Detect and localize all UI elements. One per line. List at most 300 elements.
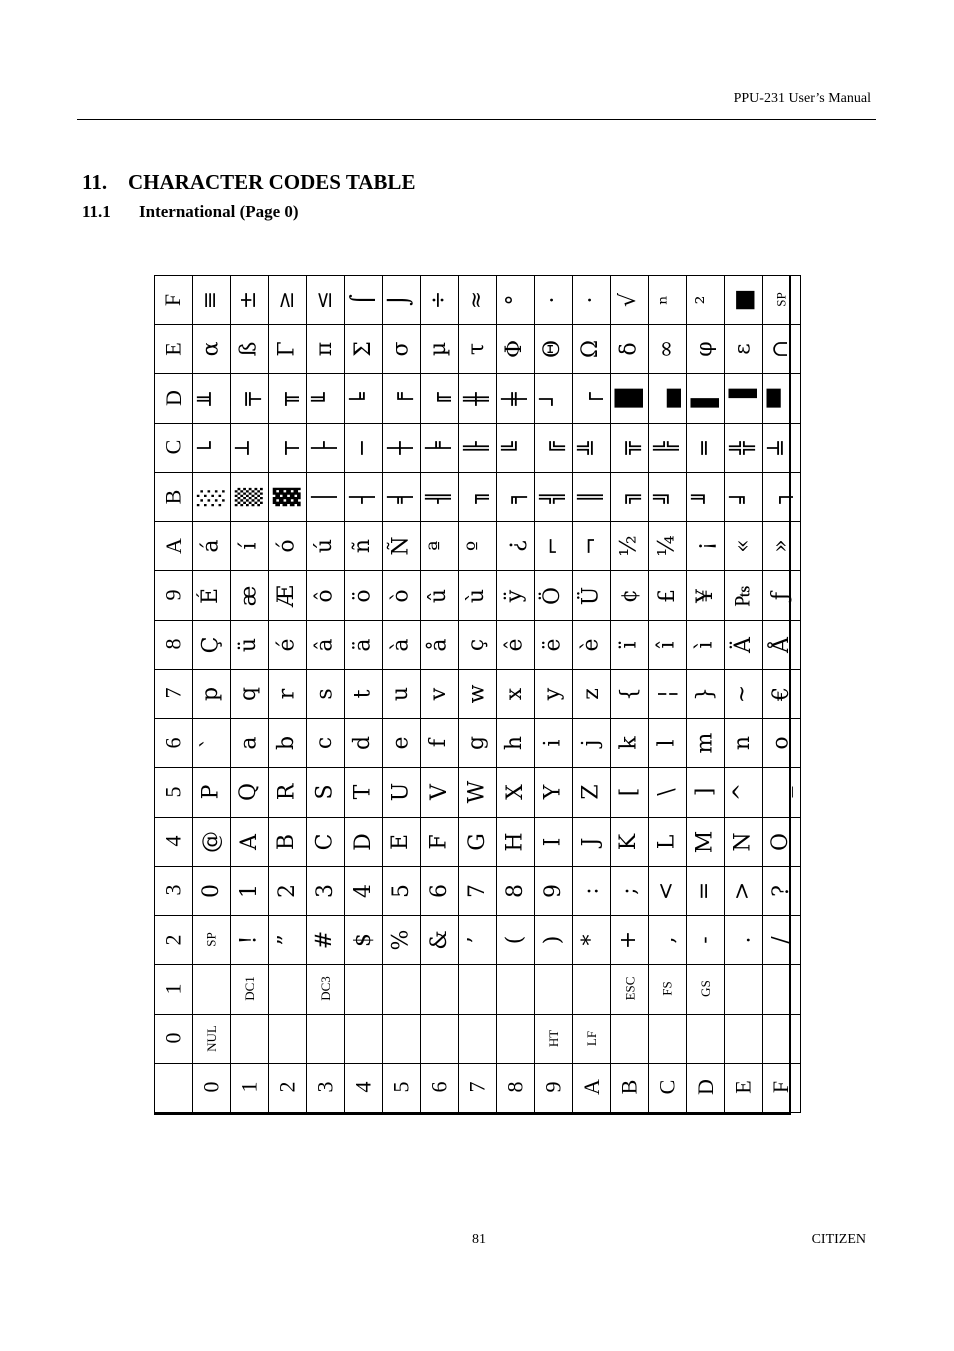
code-glyph: 1 xyxy=(236,883,262,898)
code-glyph: ñ xyxy=(350,539,376,554)
code-glyph: └ xyxy=(198,441,224,455)
code-cell xyxy=(687,276,725,325)
code-glyph: ▌ xyxy=(691,388,720,408)
code-glyph: · xyxy=(540,296,566,304)
code-glyph: ╥ xyxy=(274,391,300,406)
code-glyph: Σ xyxy=(350,341,376,358)
code-glyph: @ xyxy=(198,830,224,853)
code-glyph: p xyxy=(198,686,224,702)
code-cell xyxy=(193,472,231,521)
code-cell xyxy=(535,719,573,768)
code-cell xyxy=(193,669,231,718)
table-row xyxy=(155,1014,801,1063)
code-glyph: 2 xyxy=(274,883,300,898)
code-glyph: Ç xyxy=(198,636,224,654)
code-glyph: 8 xyxy=(502,883,528,898)
code-cell xyxy=(687,571,725,620)
code-cell xyxy=(231,620,269,669)
code-cell xyxy=(459,866,497,915)
code-cell xyxy=(421,817,459,866)
code-cell xyxy=(573,719,611,768)
code-glyph: ■ xyxy=(729,288,758,311)
code-glyph: : xyxy=(578,887,604,895)
code-cell xyxy=(307,374,345,423)
code-glyph: ├ xyxy=(312,441,338,455)
code-cell xyxy=(193,276,231,325)
table-row xyxy=(155,325,801,374)
code-glyph: ö xyxy=(350,588,376,603)
code-cell xyxy=(497,522,535,571)
code-cell xyxy=(345,817,383,866)
code-glyph: ₧ xyxy=(730,584,756,607)
code-glyph: r xyxy=(274,688,300,700)
code-glyph: L xyxy=(654,834,680,849)
code-glyph: } xyxy=(692,686,718,701)
code-glyph: ╝ xyxy=(654,490,680,504)
code-cell xyxy=(611,620,649,669)
table-row xyxy=(155,817,801,866)
code-cell xyxy=(421,669,459,718)
code-glyph: [ xyxy=(616,788,642,797)
code-cell xyxy=(383,325,421,374)
column-header-cell xyxy=(611,1063,649,1112)
code-cell xyxy=(231,768,269,817)
code-cell xyxy=(611,276,649,325)
code-glyph: ó xyxy=(274,539,300,553)
code-glyph: v xyxy=(426,687,452,701)
code-cell xyxy=(763,325,801,374)
code-glyph: ═ xyxy=(692,441,718,455)
code-cell xyxy=(383,620,421,669)
row-header-cell xyxy=(155,472,193,521)
code-glyph: √ xyxy=(616,293,642,308)
row-header-label: D xyxy=(160,390,186,407)
character-code-table xyxy=(154,275,796,1115)
code-cell xyxy=(725,522,763,571)
code-glyph: f xyxy=(426,739,452,748)
code-glyph: , xyxy=(654,936,680,944)
column-header-cell xyxy=(345,1063,383,1112)
row-header-cell xyxy=(155,276,193,325)
code-cell xyxy=(459,423,497,472)
code-glyph: GS xyxy=(698,980,713,998)
code-glyph: SP xyxy=(774,292,789,307)
code-cell xyxy=(687,374,725,423)
code-glyph: X xyxy=(502,784,528,801)
code-cell xyxy=(307,522,345,571)
code-glyph: a xyxy=(236,736,262,750)
code-glyph: δ xyxy=(616,342,642,356)
code-cell xyxy=(269,1014,307,1063)
code-glyph: k xyxy=(616,736,642,750)
code-glyph: ) xyxy=(540,935,566,945)
code-cell xyxy=(269,472,307,521)
code-glyph: â xyxy=(312,638,338,652)
code-cell xyxy=(459,817,497,866)
code-glyph: Ω xyxy=(578,340,604,359)
code-cell xyxy=(763,1014,801,1063)
code-cell xyxy=(649,817,687,866)
subsection-title xyxy=(82,202,299,222)
code-cell xyxy=(649,916,687,965)
code-glyph: É xyxy=(198,587,224,604)
code-cell xyxy=(231,276,269,325)
code-cell xyxy=(573,916,611,965)
code-cell xyxy=(231,866,269,915)
code-glyph: ╫ xyxy=(464,391,490,406)
subsection-title-text: International (Page 0) xyxy=(139,202,299,221)
code-glyph: ╔ xyxy=(540,441,566,455)
page-number: 81 xyxy=(472,1232,486,1247)
code-glyph: A xyxy=(236,833,262,850)
code-glyph: Å xyxy=(768,636,794,653)
code-cell xyxy=(193,817,231,866)
code-glyph: € xyxy=(768,686,794,701)
code-cell xyxy=(687,866,725,915)
code-cell xyxy=(231,571,269,620)
row-header-label: 3 xyxy=(160,884,186,896)
code-cell xyxy=(573,325,611,374)
code-glyph: ≤ xyxy=(312,290,338,310)
code-glyph: τ xyxy=(464,343,490,356)
code-glyph: l xyxy=(654,739,680,747)
column-header-label: 9 xyxy=(540,1081,566,1093)
code-glyph: Ñ xyxy=(388,536,414,556)
column-header-label: E xyxy=(730,1080,756,1095)
code-glyph: ÿ xyxy=(502,589,528,602)
code-glyph: ü xyxy=(236,637,262,652)
code-cell xyxy=(231,719,269,768)
code-glyph: H xyxy=(502,832,528,852)
code-cell xyxy=(649,522,687,571)
code-glyph: å xyxy=(426,638,452,652)
row-header-cell xyxy=(155,620,193,669)
code-cell xyxy=(497,669,535,718)
code-glyph: ¼ xyxy=(654,535,680,557)
code-glyph: / xyxy=(768,936,794,944)
code-cell xyxy=(497,276,535,325)
code-glyph: Y xyxy=(540,785,566,800)
row-header-cell xyxy=(155,817,193,866)
code-cell xyxy=(421,571,459,620)
code-cell xyxy=(573,472,611,521)
code-cell xyxy=(231,817,269,866)
code-glyph: % xyxy=(388,929,414,951)
code-cell xyxy=(725,866,763,915)
code-glyph: ≈ xyxy=(464,290,490,310)
code-cell xyxy=(497,374,535,423)
table-row xyxy=(155,916,801,965)
code-glyph: ╖ xyxy=(464,490,490,504)
code-cell xyxy=(421,768,459,817)
code-glyph: ▄ xyxy=(653,388,682,408)
code-glyph: ¡ xyxy=(692,541,718,551)
column-header-cell xyxy=(269,1063,307,1112)
running-header: PPU-231 User’s Manual xyxy=(733,91,871,106)
code-cell xyxy=(687,669,725,718)
code-glyph: ▒ xyxy=(235,487,264,506)
code-cell xyxy=(345,423,383,472)
code-cell xyxy=(459,472,497,521)
code-cell xyxy=(421,866,459,915)
code-glyph: ? xyxy=(768,885,794,897)
code-cell xyxy=(611,374,649,423)
code-cell xyxy=(535,669,573,718)
code-cell xyxy=(307,719,345,768)
row-header-cell xyxy=(155,768,193,817)
code-cell xyxy=(611,817,649,866)
code-cell xyxy=(383,866,421,915)
code-glyph: _ xyxy=(768,786,794,798)
column-header-label: 0 xyxy=(198,1081,224,1093)
row-header-cell xyxy=(155,423,193,472)
code-cell xyxy=(611,866,649,915)
code-glyph: ESC xyxy=(622,976,637,1001)
table-row xyxy=(155,522,801,571)
column-header-label: D xyxy=(692,1079,718,1096)
code-glyph: û xyxy=(426,588,452,603)
column-header-label: C xyxy=(654,1080,680,1095)
code-cell xyxy=(573,1014,611,1063)
code-cell xyxy=(269,768,307,817)
corner-cell xyxy=(155,1063,193,1112)
code-grid xyxy=(154,275,801,1113)
code-cell xyxy=(687,768,725,817)
code-glyph: é xyxy=(274,638,300,652)
code-glyph: F xyxy=(426,834,452,850)
code-cell xyxy=(535,571,573,620)
code-cell xyxy=(649,620,687,669)
code-cell xyxy=(497,768,535,817)
code-cell xyxy=(193,522,231,571)
code-glyph: ¥ xyxy=(692,588,718,603)
code-cell xyxy=(269,817,307,866)
code-cell xyxy=(687,916,725,965)
code-glyph: « xyxy=(730,539,756,554)
code-glyph: ^ xyxy=(730,783,756,802)
column-header-label: 3 xyxy=(312,1081,338,1093)
code-glyph: α xyxy=(198,341,224,357)
code-glyph: ≡ xyxy=(198,290,224,310)
code-cell xyxy=(535,916,573,965)
code-glyph: b xyxy=(274,736,300,751)
code-glyph: Æ xyxy=(274,584,300,607)
code-glyph: t xyxy=(350,689,376,699)
row-header-cell xyxy=(155,719,193,768)
code-glyph: ▐ xyxy=(729,388,758,408)
code-glyph: ¢ xyxy=(616,588,642,603)
code-glyph: ╙ xyxy=(312,391,338,406)
code-cell xyxy=(649,374,687,423)
code-cell xyxy=(459,719,497,768)
code-glyph: æ xyxy=(236,585,262,606)
row-header-label: 9 xyxy=(160,589,186,601)
code-glyph: ╒ xyxy=(388,391,414,406)
code-glyph: B xyxy=(274,833,300,850)
code-glyph: w xyxy=(464,684,490,704)
code-cell xyxy=(383,374,421,423)
code-glyph: S xyxy=(312,784,338,800)
row-header-cell xyxy=(155,669,193,718)
code-glyph: ⌠ xyxy=(350,294,376,306)
column-header-label: F xyxy=(768,1081,794,1094)
code-glyph: $ xyxy=(350,933,376,948)
code-cell xyxy=(687,620,725,669)
row-header-label: E xyxy=(160,342,186,356)
code-glyph: ò xyxy=(388,588,414,603)
code-cell xyxy=(535,620,573,669)
code-glyph: í xyxy=(236,542,262,550)
code-glyph: V xyxy=(426,784,452,801)
code-cell xyxy=(725,817,763,866)
code-glyph: ê xyxy=(502,638,528,652)
code-cell xyxy=(269,374,307,423)
code-glyph: ╧ xyxy=(768,441,794,455)
code-glyph: ╠ xyxy=(654,441,680,455)
code-cell xyxy=(307,1014,345,1063)
code-glyph: ¬ xyxy=(578,537,604,556)
code-glyph: ╢ xyxy=(426,490,452,504)
footer-brand: CITIZEN xyxy=(811,1232,866,1247)
code-cell xyxy=(573,768,611,817)
code-glyph: ╣ xyxy=(540,490,566,504)
code-glyph: » xyxy=(768,539,794,554)
code-cell xyxy=(763,472,801,521)
code-cell xyxy=(611,472,649,521)
code-glyph: 4 xyxy=(350,883,376,898)
code-cell xyxy=(535,866,573,915)
code-glyph: G xyxy=(464,832,490,851)
code-glyph: │ xyxy=(312,490,338,504)
code-glyph: m xyxy=(692,732,718,754)
code-glyph: ƒ xyxy=(768,591,794,600)
code-glyph: y xyxy=(540,687,566,701)
code-cell xyxy=(421,276,459,325)
column-header-label: A xyxy=(578,1079,604,1096)
code-glyph: o xyxy=(768,736,794,750)
code-glyph: ┴ xyxy=(236,441,262,455)
table-row xyxy=(155,719,801,768)
code-cell xyxy=(649,276,687,325)
code-cell xyxy=(231,522,269,571)
code-cell xyxy=(649,669,687,718)
code-cell xyxy=(193,768,231,817)
column-header-cell xyxy=(307,1063,345,1112)
code-glyph: ╪ xyxy=(502,391,528,406)
code-cell xyxy=(573,276,611,325)
code-glyph: ÷ xyxy=(426,290,452,310)
code-cell xyxy=(497,423,535,472)
code-cell xyxy=(231,374,269,423)
code-cell xyxy=(421,1014,459,1063)
code-glyph: z xyxy=(578,688,604,700)
code-cell xyxy=(383,669,421,718)
subsection-number: 11.1 xyxy=(82,202,111,221)
code-glyph: ß xyxy=(236,341,262,357)
code-glyph: - xyxy=(692,936,718,944)
code-cell xyxy=(231,965,269,1014)
code-glyph: ┐ xyxy=(768,490,794,504)
code-cell xyxy=(763,768,801,817)
code-cell xyxy=(307,325,345,374)
row-header-label: 0 xyxy=(160,1032,186,1044)
code-glyph: DC3 xyxy=(318,976,333,1002)
code-cell xyxy=(231,916,269,965)
code-glyph: q xyxy=(236,686,262,702)
code-cell xyxy=(687,423,725,472)
code-cell xyxy=(573,817,611,866)
table-row xyxy=(155,571,801,620)
code-cell xyxy=(345,374,383,423)
column-header-cell xyxy=(193,1063,231,1112)
code-cell xyxy=(231,325,269,374)
code-cell xyxy=(611,325,649,374)
code-glyph: + xyxy=(616,930,642,950)
code-cell xyxy=(763,423,801,472)
code-glyph: HT xyxy=(546,1029,561,1047)
code-glyph: d xyxy=(350,736,376,751)
code-glyph: ä xyxy=(350,638,376,652)
code-glyph: 6 xyxy=(426,883,452,898)
row-header-label: C xyxy=(160,439,186,455)
code-glyph: ç xyxy=(464,638,490,651)
code-glyph: P xyxy=(198,785,224,800)
code-glyph: Θ xyxy=(540,340,566,359)
code-cell xyxy=(497,817,535,866)
code-cell xyxy=(497,472,535,521)
code-cell xyxy=(535,423,573,472)
code-glyph: 7 xyxy=(464,883,490,898)
code-glyph: i xyxy=(540,739,566,747)
code-glyph: u xyxy=(388,686,414,702)
code-cell xyxy=(459,1014,497,1063)
code-cell xyxy=(269,325,307,374)
header-rule xyxy=(77,119,876,120)
code-cell xyxy=(383,522,421,571)
column-header-cell xyxy=(231,1063,269,1112)
code-cell xyxy=(307,472,345,521)
code-cell xyxy=(231,669,269,718)
code-cell xyxy=(573,522,611,571)
code-cell xyxy=(307,768,345,817)
code-glyph: ╞ xyxy=(426,441,452,455)
code-glyph: ╓ xyxy=(426,391,452,406)
table-row xyxy=(155,374,801,423)
code-cell xyxy=(535,965,573,1014)
code-glyph: ⁿ xyxy=(654,295,680,305)
code-glyph: ⌐ xyxy=(540,537,566,556)
table-row xyxy=(155,866,801,915)
row-header-label: A xyxy=(160,537,186,554)
code-glyph: O xyxy=(768,832,794,851)
code-glyph: ┌ xyxy=(578,391,604,406)
code-cell xyxy=(687,965,725,1014)
code-glyph: µ xyxy=(426,342,452,357)
code-glyph: C xyxy=(312,833,338,851)
code-glyph: Ö xyxy=(540,586,566,605)
table-row xyxy=(155,965,801,1014)
code-glyph: ░ xyxy=(197,487,226,506)
code-cell xyxy=(459,374,497,423)
code-cell xyxy=(421,522,459,571)
code-cell xyxy=(345,1014,383,1063)
code-cell xyxy=(725,620,763,669)
code-glyph: ╦ xyxy=(616,441,642,455)
code-cell xyxy=(497,325,535,374)
code-glyph: T xyxy=(350,785,376,800)
code-cell xyxy=(231,1014,269,1063)
code-glyph: = xyxy=(692,881,718,901)
